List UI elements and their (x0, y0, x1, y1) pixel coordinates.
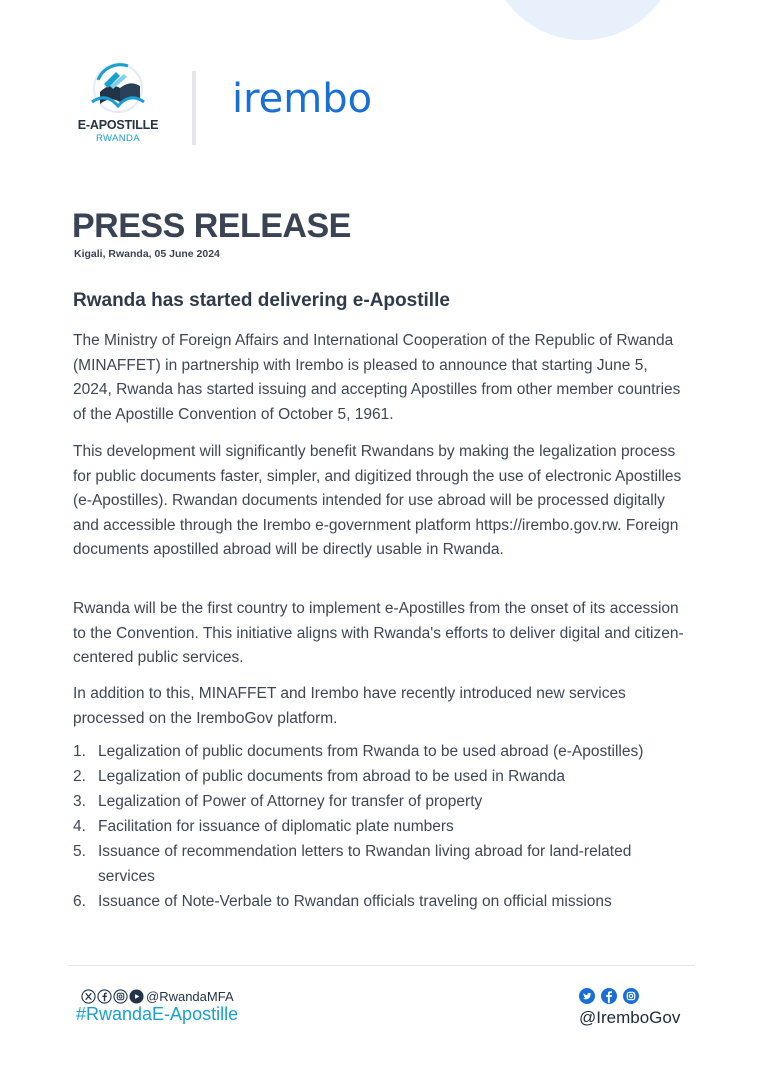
list-number: 3. (73, 793, 86, 810)
youtube-icon[interactable] (129, 989, 144, 1004)
irembo-handle[interactable]: @IremboGov (579, 1008, 681, 1027)
list-item (73, 740, 685, 765)
instagram-icon[interactable] (113, 989, 128, 1004)
paragraph-2 (73, 440, 685, 563)
list-number: 4. (73, 818, 86, 835)
paragraph-text: This development will significantly benefit Rwandans by making the legalization process for public documents faster, simpler, and digitized through the use of electronic Apostilles (e-Apostilles). Rwandan documents intended for use abroad will be processed digitally and accessible through the Irembo e-government platform https://irembo.gov.rw. Foreign documents apostilled abroad will be directly usable in Rwanda. (73, 443, 682, 558)
paragraph-4 (73, 682, 685, 731)
list-text: Issuance of Note-Verbale to Rwandan officials traveling on official missions (98, 892, 612, 910)
list-item (73, 840, 685, 889)
list-number: 5. (73, 843, 86, 860)
list-text: Legalization of Power of Attorney for transfer of property (98, 793, 483, 810)
list-item (73, 765, 685, 790)
logo-title: E-APOSTILLE (77, 118, 159, 132)
dateline: Kigali, Rwanda, 05 June 2024 (74, 248, 220, 260)
list-number: 2. (73, 768, 86, 785)
list-item (73, 890, 685, 915)
paragraph-3 (73, 597, 685, 671)
paragraph-text: Rwanda will be the first country to implement e-Apostilles from the onset of its accession to the Convention. This initiative aligns with Rwanda's efforts to deliver digital and citizen-centered public services. (73, 600, 684, 666)
twitter-icon[interactable] (579, 988, 595, 1004)
list-item (73, 815, 685, 840)
paragraph-text: The Ministry of Foreign Affairs and International Cooperation of the Republic of Rwanda (MINAFFET) in partnership with Irembo is pleased to announce that starting June 5, 2024, Rwanda has started issuing and accepting Apostilles from other member countries of the Apostille Convention of October 5, 1961. (73, 332, 681, 423)
e-apostille-logo (72, 62, 172, 146)
facebook-icon[interactable] (97, 989, 112, 1004)
services-list (73, 740, 685, 915)
hashtag[interactable]: #RwandaE-Apostille (76, 1004, 239, 1024)
list-number: 1. (73, 743, 86, 760)
list-text: Facilitation for issuance of diplomatic plate numbers (98, 818, 454, 835)
footer-divider (68, 965, 695, 966)
list-number: 6. (73, 892, 86, 910)
x-icon[interactable] (81, 989, 96, 1004)
list-text: Legalization of public documents from Rwanda to be used abroad (e-Apostilles) (98, 743, 644, 760)
book-emblem-icon (86, 62, 150, 118)
facebook-icon[interactable] (601, 988, 617, 1004)
social-links-mfa (81, 989, 234, 1004)
list-text: Issuance of recommendation letters to Rwandan living abroad for land-related services (98, 843, 632, 885)
headline: Rwanda has started delivering e-Apostille (73, 290, 450, 311)
decorative-arc (488, 0, 672, 100)
mfa-handle[interactable]: @RwandaMFA (146, 989, 234, 1004)
list-item (73, 790, 685, 815)
paragraph-text: In addition to this, MINAFFET and Irembo have recently introduced new services processed on the IremboGov platform. (73, 685, 626, 727)
instagram-icon[interactable] (623, 988, 639, 1004)
paragraph-1 (73, 329, 685, 427)
social-links-irembo (579, 988, 639, 1004)
press-release-title: PRESS RELEASE (72, 207, 351, 245)
logo-subtitle: RWANDA (95, 133, 141, 144)
list-text: Legalization of public documents from abroad to be used in Rwanda (98, 768, 566, 785)
irembo-logo-text: irembo (232, 80, 373, 122)
irembo-logo (232, 80, 388, 124)
logo-divider (192, 71, 196, 145)
